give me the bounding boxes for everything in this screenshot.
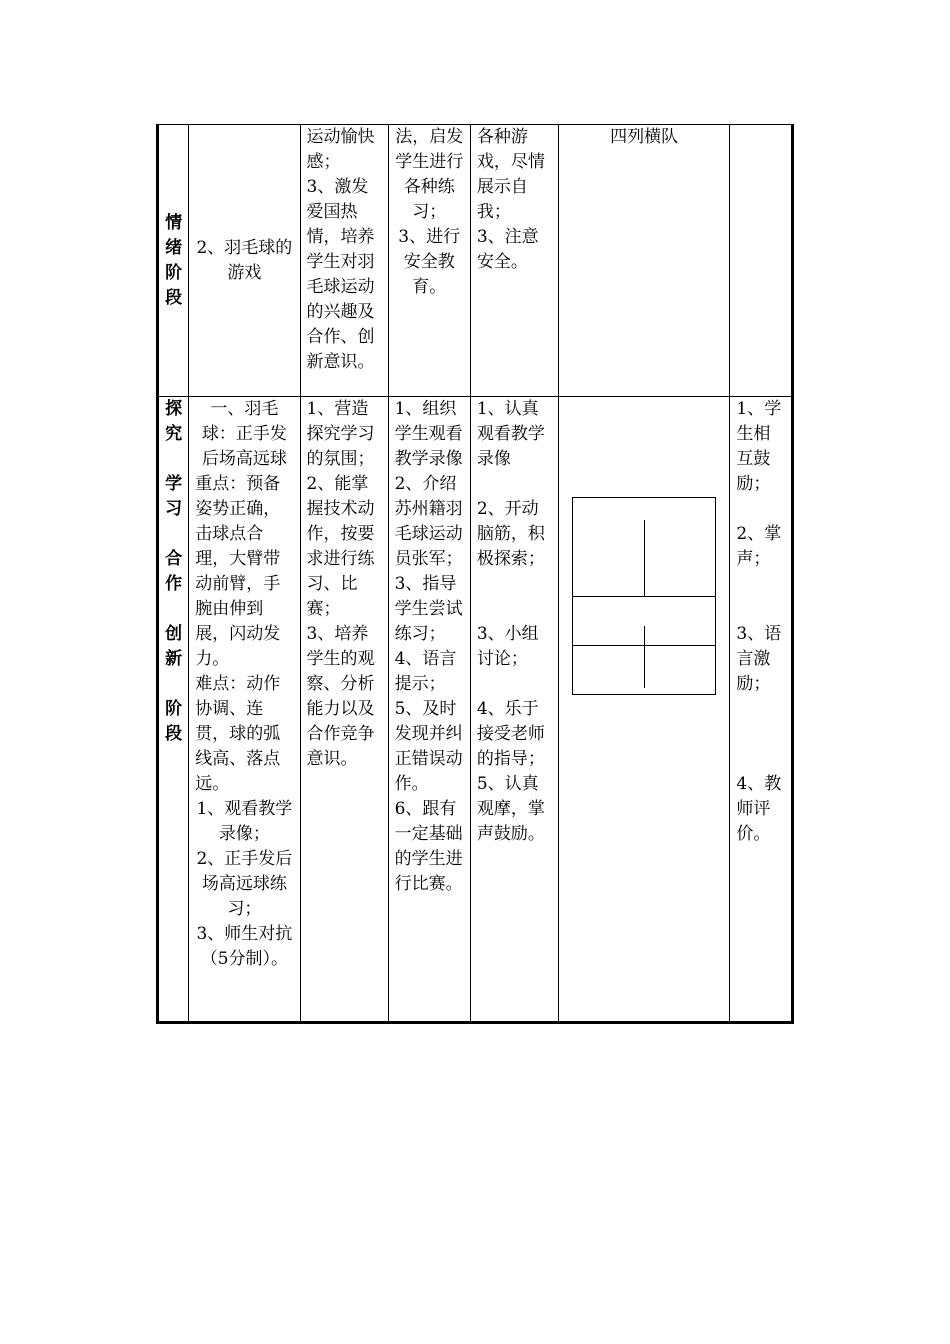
table-row-inquiry-stage [158, 397, 793, 1023]
evaluation-cell [730, 125, 793, 397]
content-difficulties: 难点：动作协调、连贯，球的弧线高、落点远。 [195, 674, 281, 794]
content-key-points: 重点：预备姿势正确，击球点合理，大臂带动前臂，手腕由伸到展，闪动发力。 [195, 474, 281, 669]
objectives-cell: 1、营造探究学习的氛围； 2、能掌握技术动作，按要求进行练习、比赛； 3、培养学生的观察、分析能力以及合作竞争意识。 [300, 397, 388, 1023]
lesson-plan-table [156, 124, 794, 1024]
teacher-activity-cell: 法，启发学生进行各种练习； 3、进行安全教育。 [388, 125, 470, 397]
badminton-court-diagram [572, 497, 716, 695]
organization-diagram-cell [558, 397, 729, 1023]
content-title: 一、羽毛球：正手发后场高远球 [201, 399, 287, 469]
content-steps: 1、观看教学录像； 2、正手发后场高远球练习； 3、师生对抗（5分制）。 [196, 799, 293, 969]
court-net-line [573, 596, 715, 597]
stage-cell [158, 125, 189, 397]
court-center-line-bottom [644, 626, 645, 688]
student-activity-cell: 各种游戏，尽情展示自我； 3、注意安全。 [470, 125, 558, 397]
content-cell [189, 125, 300, 397]
content-text: 2、羽毛球的游戏 [196, 237, 293, 283]
teacher-activity-cell: 1、组织学生观看教学录像 2、介绍苏州籍羽毛球运动员张军； 3、指导学生尝试练习； 4、语言提示； 5、及时发现并纠正错误动作。 6、跟有一定基础的学生进行比赛。 [388, 397, 470, 1023]
organization-text: 四列横队 [610, 127, 679, 147]
student-activity-cell: 1、认真观看教学录像 2、开动脑筋，积极探索； 3、小组讨论； 4、乐于接受老师的指导； 5、认真观摩，掌声鼓励。 [470, 397, 558, 1023]
court-center-line-top [644, 520, 645, 596]
content-cell [189, 397, 300, 1023]
stage-label: 情 绪 阶 段 [165, 212, 183, 308]
stage-label: 探 究 学 习 合 作 创 新 阶 段 [165, 399, 183, 744]
organization-cell [558, 125, 729, 397]
table-row-emotion-stage [158, 125, 793, 397]
stage-cell [158, 397, 189, 1023]
evaluation-cell: 1、学生相互鼓励； 2、掌声； 3、语言激励； 4、教师评价。 [730, 397, 793, 1023]
objectives-cell: 运动愉快感； 3、激发爱国热情，培养学生对羽毛球运动的兴趣及合作、创新意识。 [300, 125, 388, 397]
